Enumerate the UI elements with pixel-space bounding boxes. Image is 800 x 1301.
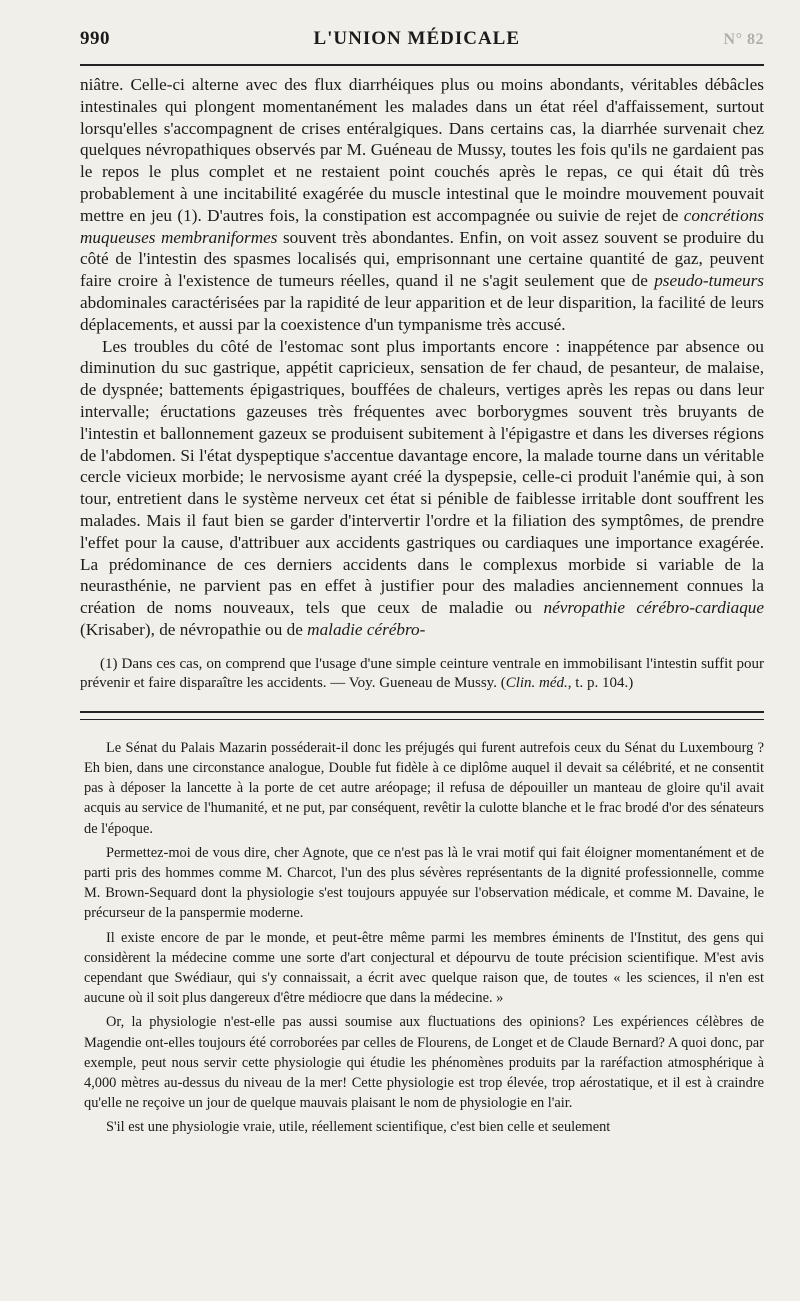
feuilleton-separator [80, 711, 764, 720]
feuilleton-paragraph-1: Le Sénat du Palais Mazarin posséderait-il donc les préjugés qui furent autrefois ceux du Sénat du Luxembourg ? Eh bien, dans une circonstance analogue, Double fut fidèle à ce diplôme auquel il devait sa célébrité, et ne consentit pas à déposer la lancette à la porte de cet autre aréopage; il refusa de dépouiller un manteau de gloire qu'il avait acquis au service de l'humanité, et ne put, par conséquent, revêtir la culotte blanche et le frac brodé d'or des sénateurs de l'époque. [84, 739, 764, 837]
feuilleton-section [80, 738, 764, 1138]
header-right-fragment: N° 82 [723, 31, 764, 48]
article-paragraph-1: niâtre. Celle-ci alterne avec des flux diarrhéiques plus ou moins abondants, véritables débâcles intestinales qui plongent momentanément les malades dans un état réel d'affaissement, surtout lorsqu'elles s'accompagnent de crises entéralgiques. Dans certains cas, la diarrhée survenait chez quelques névropathiques observés par M. Guéneau de Mussy, toutes les fois qu'ils ne gardaient pas le repos le plus complet et ne restaient point couchés après le repas, ce qui était dû très probablement à une incitabilité exagérée du muscle intestinal que le moindre mouvement pouvait mettre en jeu (1). D'autres fois, la constipation est accompagnée ou suivie de rejet de concrétions muqueuses membraniformes souvent très abondantes. Enfin, on voit assez souvent se produire du côté de l'intestin des spasmes localisés qui, emprisonnant une certaine quantité de gaz, peuvent faire croire à l'existence de tumeurs réelles, quand il ne s'agit seulement que de pseudo-tumeurs abdominales caractérisées par la rapidité de leur apparition et de leur disparition, la facilité de leurs déplacements, et aussi par la coexistence d'un tympanisme très accusé. [80, 75, 764, 334]
feuilleton-paragraph-5: S'il est une physiologie vraie, utile, réellement scientifique, c'est bien celle et seulement [106, 1119, 611, 1136]
journal-title: L'UNION MÉDICALE [313, 28, 521, 49]
header-rule [80, 64, 764, 66]
page-number: 990 [80, 28, 110, 49]
article-paragraph-2: Les troubles du côté de l'estomac sont plus importants encore : inappétence par absence ou diminution du suc gastrique, appétit capricieux, sensation de fer chaud, de pesanteur, de malaise, de dyspnée; battements épigastriques, bouffées de chaleurs, vertiges après les repas ou dans leur intervalle; éructations gazeuses très fréquentes avec borborygmes souvent très bruyants de l'intestin et ballonnement gazeux se produisent subitement à l'épigastre et dans les diverses régions de l'abdomen. Si l'état dyspeptique s'accentue davantage encore, la malade tourne dans un véritable cercle vicieux morbide; le nervosisme ayant créé la dyspepsie, celle-ci produit l'anémie qui, à son tour, entretient dans le système nerveux cet état si pénible de faiblesse irritable dont souffrent les malades. Mais il faut bien se garder d'intervertir l'ordre et la filiation des symptômes, de prendre l'effet pour la cause, d'attribuer aux accidents gastriques ou cardiaques une importance exagérée. La prédominance de ces derniers accidents dans le complexus morbide si variable de la neurasthénie, ne parvient pas en effet à justifier pour des maladies anciennement connues la création de noms nouveaux, tels que ceux de maladie ou névropathie cérébro-cardiaque (Krisaber), de névropathie ou de maladie cérébro- [80, 336, 765, 639]
feuilleton-paragraph-2: Permettez-moi de vous dire, cher Agnote, que ce n'est pas là le vrai motif qui fait éloigner momentanément et de parti pris des hommes comme M. Charcot, l'un des plus sévères représentants de la dignité professionnelle, comme M. Brown-Sequard dont la physiologie s'est toujours appuyée sur l'observation médicale, et comme M. Davaine, le précurseur de la panspermie moderne. [84, 844, 764, 922]
running-header [80, 28, 764, 58]
feuilleton-paragraph-4: Or, la physiologie n'est-elle pas aussi soumise aux fluctuations des opinions? Les expériences célèbres de Magendie ont-elles toujours été corroborées par celles de Flourens, de Longet et de Claude Bernard? A quoi donc, par exemple, peut nous servir cette physiologie qui étudie les phénomènes produits par la raréfaction atmosphérique à 4,000 mètres au-dessus du niveau de la mer! Cette physiologie est trop élevée, trop aérostatique, et il est à craindre qu'elle ne reçoive un jour de quelque mauvais plaisant le nom de physiologie en l'air. [84, 1014, 764, 1112]
footnote: (1) Dans ces cas, on comprend que l'usage d'une simple ceinture ventrale en immobilisant l'intestin suffit pour prévenir et faire disparaître les accidents. — Voy. Gueneau de Mussy. (Clin. méd., t. p. 104.) [80, 655, 764, 691]
feuilleton-paragraph-3: Il existe encore de par le monde, et peut-être même parmi les membres éminents de l'Institut, des gens qui considèrent la médecine comme une sorte d'art conjectural et dépourvu de toute précision scientifique. M'est avis cependant que Swédiaur, qui s'y connaissait, a écrit avec quelque raison que, de toutes « les sciences, il n'en est aucune où il soit plus dangereux d'être médiocre que dans la médecine. » [84, 929, 764, 1007]
main-article [80, 74, 764, 641]
